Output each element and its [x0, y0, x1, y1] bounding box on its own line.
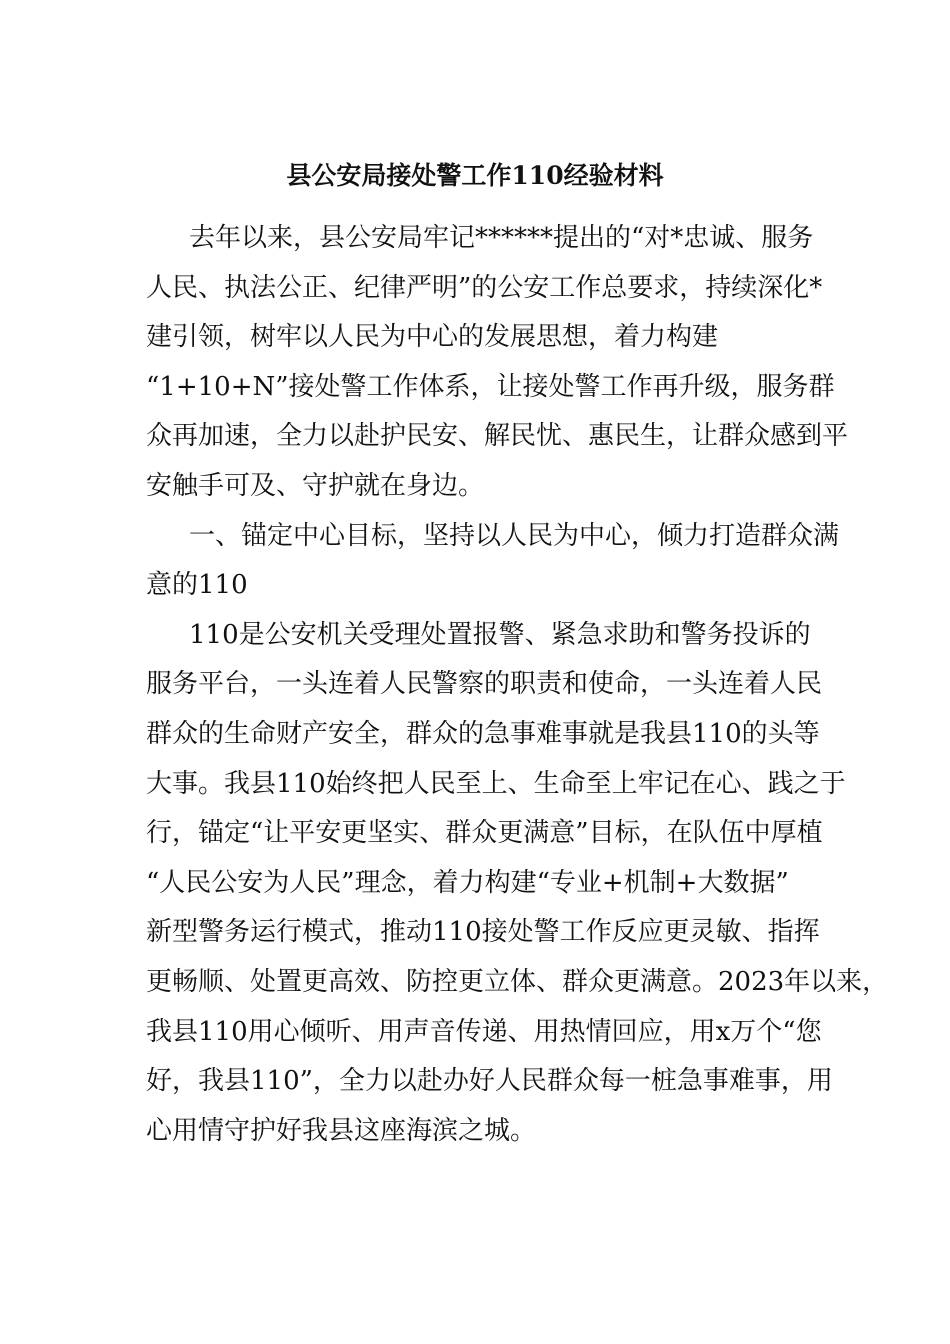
- text-line: 心用情守护好我县这座海滨之城。: [146, 1115, 537, 1146]
- text-line: 更畅顺、处置更高效、防控更立体、群众更满意。2023年以来，: [146, 966, 889, 997]
- text-line: 一、锚定中心目标，坚持以人民为中心，倾力打造群众满: [189, 520, 840, 551]
- text-line: 众再加速，全力以赴护民安、解民忧、惠民生，让群众感到平: [146, 421, 849, 452]
- text-line: 服务平台，一头连着人民警察的职责和使命，一头连着人民: [146, 669, 823, 700]
- document-body: [146, 214, 889, 1156]
- text-line: 建引领，树牢以人民为中心的发展思想，着力构建: [146, 322, 719, 353]
- text-line: 大事。我县110始终把人民至上、生命至上牢记在心、践之于: [146, 768, 846, 799]
- paragraph-section-1: [146, 611, 889, 1157]
- text-line: “1+10+N”接处警工作体系，让接处警工作再升级，服务群: [146, 371, 835, 402]
- text-line: 意的110: [146, 570, 248, 601]
- text-line: 人民、执法公正、纪律严明”的公安工作总要求，持续深化*: [146, 272, 823, 303]
- paragraph-intro: [146, 214, 849, 512]
- text-line: 新型警务运行模式，推动110接处警工作反应更灵敏、指挥: [146, 917, 820, 948]
- section-heading-1: [146, 512, 840, 611]
- document-title: 县公安局接处警工作110经验材料: [286, 161, 664, 190]
- text-line: 好，我县110”，全力以赴办好人民群众每一桩急事难事，用: [146, 1066, 833, 1097]
- text-line: 去年以来，县公安局牢记******提出的“对*忠诚、服务: [189, 223, 814, 253]
- text-line: 我县110用心倾听、用声音传递、用热情回应，用x万个“您: [146, 1016, 822, 1047]
- text-line: 群众的生命财产安全，群众的急事难事就是我县110的头等: [146, 718, 820, 749]
- text-line: 110是公安机关受理处置报警、紧急求助和警务投诉的: [189, 619, 811, 650]
- text-line: “人民公安为人民”理念，着力构建“专业+机制+大数据”: [146, 867, 789, 898]
- text-line: 安触手可及、守护就在身边。: [146, 470, 485, 501]
- text-line: 行，锚定“让平安更坚实、群众更满意”目标，在队伍中厚植: [146, 818, 823, 849]
